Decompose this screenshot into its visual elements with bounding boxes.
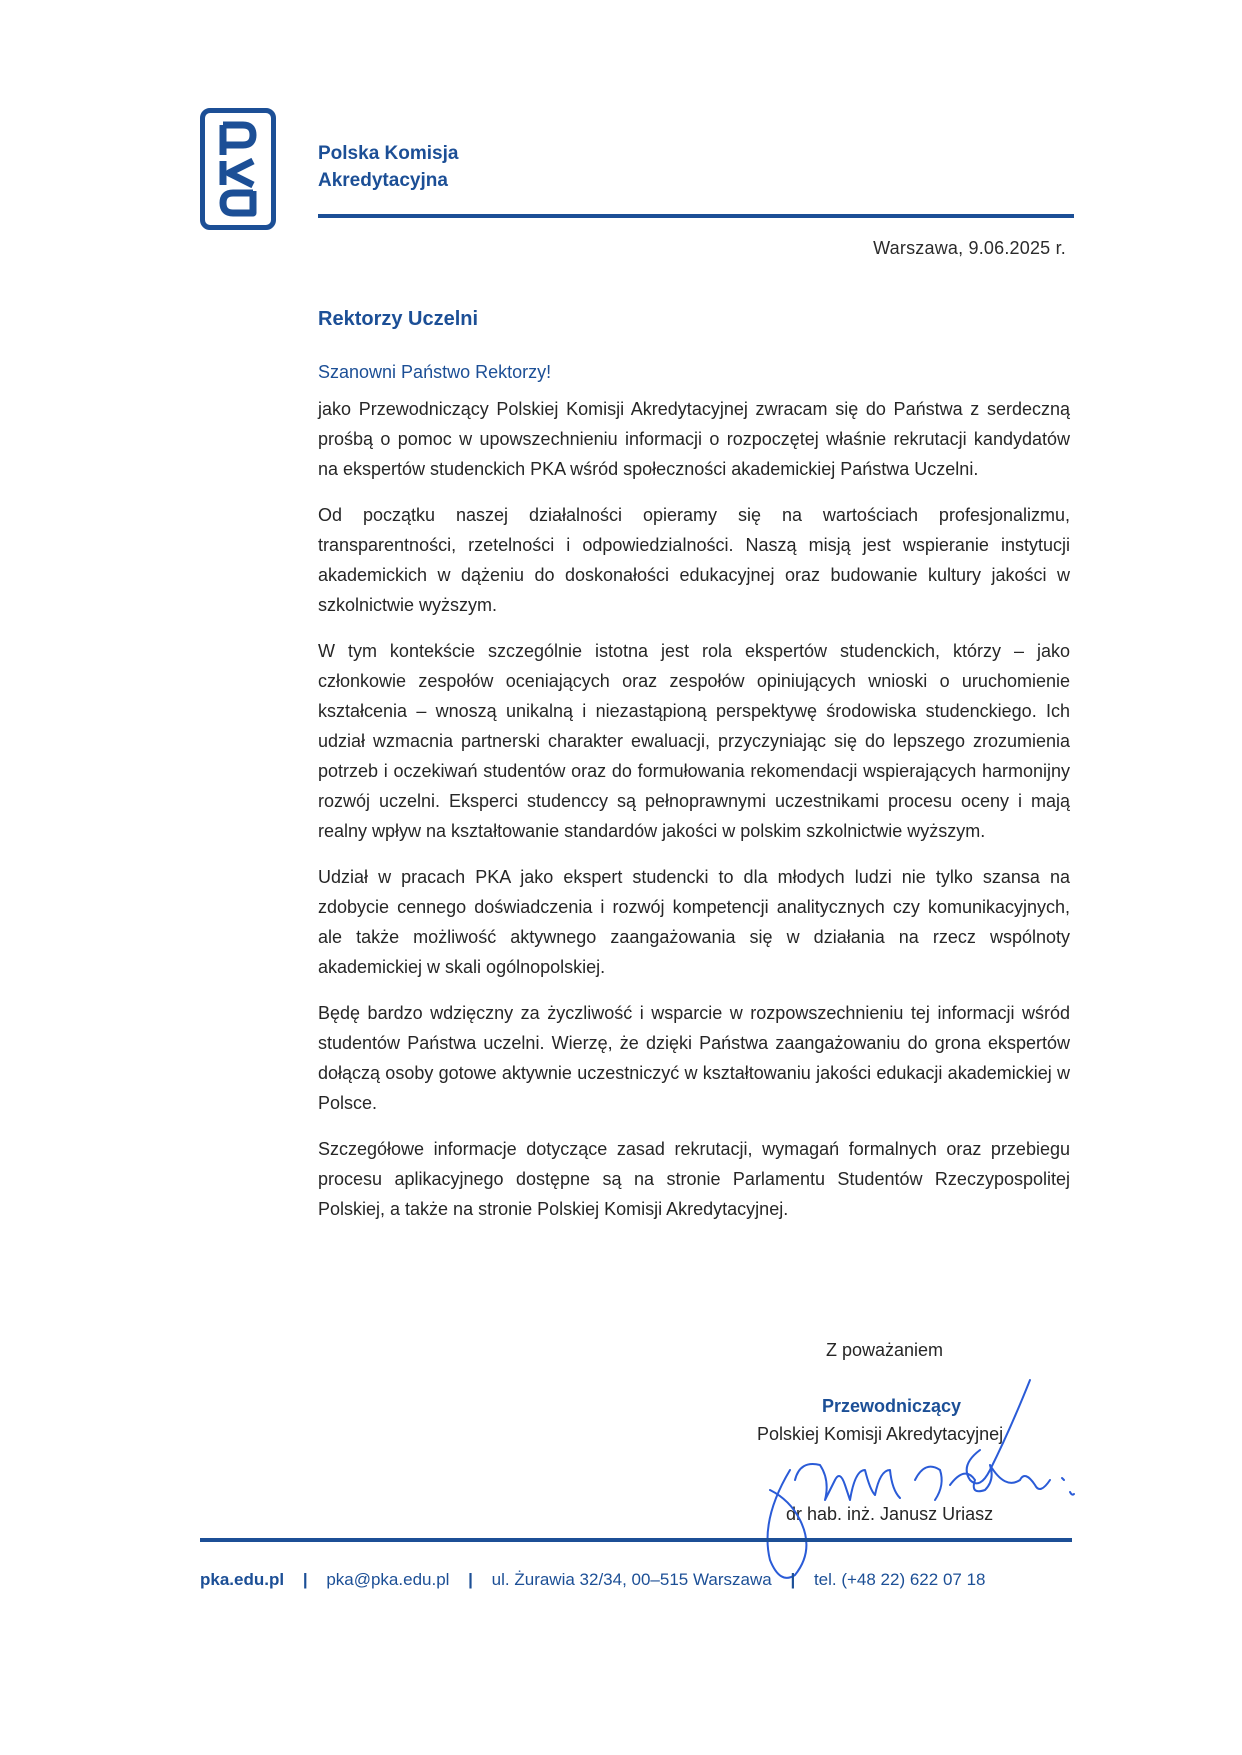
header-divider <box>318 214 1074 218</box>
handwritten-signature <box>740 1370 1100 1600</box>
footer-email-link[interactable]: pka@pka.edu.pl <box>326 1570 450 1589</box>
footer-divider <box>200 1538 1072 1542</box>
recipient: Rektorzy Uczelni <box>318 308 479 330</box>
paragraph: Od początku naszej działalności opieramy się na wartościach profesjonalizmu, transparentności, rzetelności i odpowiedzialności. Naszą misją jest wspieranie instytucji akademickich w dążeniu do doskonałości edukacyjnej oraz budowanie kultury jakości w szkolnictwie wyższym. <box>318 505 1070 615</box>
footer-separator: | <box>790 1570 796 1589</box>
paragraph: W tym kontekście szczególnie istotna jest rola ekspertów studenckich, którzy – jako członkowie zespołów oceniających oraz zespołów opiniujących wnioski o uruchomienie kształcenia – wnoszą unikalną i niezastąpioną perspektywę środowiska studenckiego. Ich udział wzmacnia partnerski charakter ewaluacji, przyczyniając się do lepszego zrozumienia potrzeb i oczekiwań studentów oraz do formułowania rekomendacji wspierających harmonijny rozwój uczelni. Eksperci studenccy są pełnoprawnymi uczestnikami procesu oceny i mają realny wpływ na kształtowanie standardów jakości w polskim szkolnictwie wyższym. <box>318 641 1070 841</box>
paragraph: Będę bardzo wdzięczny za życzliwość i wsparcie w rozpowszechnieniu tej informacji wśród studentów Państwa uczelni. Wierzę, że dzięki Państwa zaangażowaniu do grona ekspertów dołączą osoby gotowe aktywnie uczestniczyć w kształtowaniu jakości edukacji akademickiej w Polsce. <box>318 1003 1070 1113</box>
org-name-line1: Polska Komisja <box>318 143 459 164</box>
signatory-name: dr hab. inż. Janusz Uriasz <box>786 1504 994 1524</box>
paragraph: Szczegółowe informacje dotyczące zasad rekrutacji, wymagań formalnych oraz przebiegu procesu aplikacyjnego dostępne są na stronie Parlamentu Studentów Rzeczypospolitej Polskiej, a także na stronie Polskiej Komisji Akredytacyjnej. <box>318 1139 1070 1219</box>
footer <box>200 1570 1080 1590</box>
organization-name <box>318 140 458 194</box>
footer-separator: | <box>468 1570 473 1589</box>
signatory-organization: Polskiej Komisji Akredytacyjnej <box>757 1424 1004 1444</box>
org-name-line2: Akredytacyjna <box>318 170 448 191</box>
footer-website-link[interactable]: pka.edu.pl <box>200 1570 285 1589</box>
signatory-title: Przewodniczący <box>822 1396 962 1416</box>
footer-address: ul. Żurawia 32/34, 00–515 Warszawa <box>491 1570 772 1589</box>
letter-date: Warszawa, 9.06.2025 r. <box>873 238 1066 258</box>
paragraph: jako Przewodniczący Polskiej Komisji Akredytacyjnej zwracam się do Państwa z serdeczną prośbą o pomoc w upowszechnieniu informacji o rozpoczętej właśnie rekrutacji kandydatów na ekspertów studenckich PKA wśród społeczności akademickiej Państwa Uczelni. <box>318 399 1070 479</box>
salutation: Szanowni Państwo Rektorzy! <box>318 362 552 382</box>
paragraph: Udział w pracach PKA jako ekspert studencki to dla młodych ludzi nie tylko szansa na zdobycie cennego doświadczenia i rozwój kompetencji analitycznych czy komunikacyjnych, ale także możliwość aktywnego zaangażowania się w działania na rzecz wspólnoty akademickiej w skali ogólnopolskiej. <box>318 867 1070 977</box>
footer-phone: tel. (+48 22) 622 07 18 <box>813 1570 986 1589</box>
closing: Z poważaniem <box>826 1340 944 1360</box>
footer-separator: | <box>302 1570 308 1589</box>
pka-logo-icon <box>205 113 271 225</box>
pka-logo <box>200 108 276 230</box>
letter-body <box>318 394 1070 1240</box>
